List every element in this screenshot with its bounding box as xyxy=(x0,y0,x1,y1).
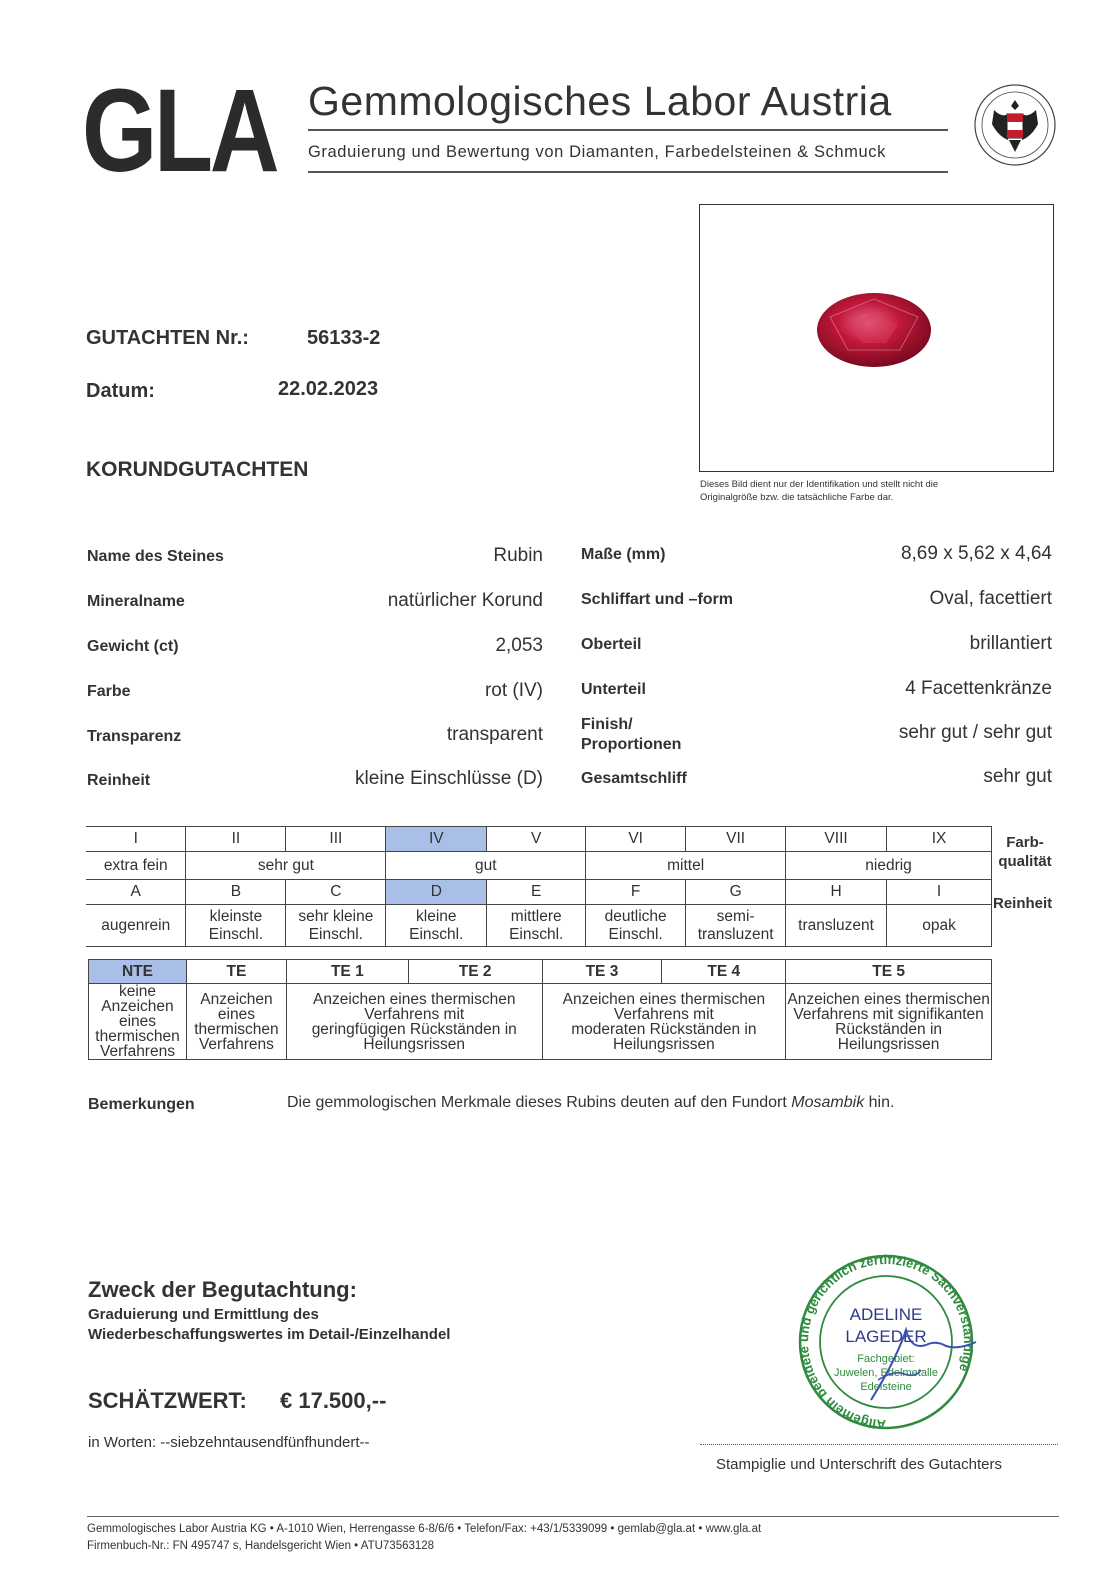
clarity-desc-cell: semi- transluzent xyxy=(686,905,786,947)
signature-line xyxy=(700,1444,1058,1445)
color-grade-row xyxy=(86,827,992,852)
expert-stamp-icon xyxy=(786,1250,986,1434)
treatment-desc-cell: Anzeichen eines thermischen Verfahrens mit signifikanten Rückständen in Heilungsrissen xyxy=(786,984,992,1060)
treatment-grade-cell: TE 5 xyxy=(786,960,992,984)
purpose-title: Zweck der Begutachtung: xyxy=(88,1277,357,1302)
treatment-grade-cell: TE 3 xyxy=(542,960,662,984)
prop-value: kleine Einschlüsse (D) xyxy=(355,768,543,789)
treatment-table xyxy=(88,959,992,1060)
purpose-line-1: Graduierung und Ermittlung des xyxy=(88,1306,319,1323)
color-desc-cell: niedrig xyxy=(786,852,992,880)
clarity-desc-cell: kleinste Einschl. xyxy=(186,905,286,947)
clarity-desc-cell: opak xyxy=(887,905,992,947)
clarity-grade-cell: G xyxy=(686,880,786,905)
valuation-value: € 17.500,-- xyxy=(280,1388,387,1413)
treatment-desc-cell: Anzeichen eines thermischen Verfahrens mit moderaten Rückständen in Heilungsrissen xyxy=(542,984,786,1060)
prop-value: 4 Facettenkränze xyxy=(905,678,1052,699)
prop-label: Gewicht (ct) xyxy=(87,638,179,655)
purpose-line-2: Wiederbeschaffungswertes im Detail-/Einzelhandel xyxy=(88,1326,451,1343)
color-grade-cell: V xyxy=(487,827,586,852)
signature-caption: Stampiglie und Unterschrift des Gutachters xyxy=(716,1456,1002,1473)
stamp-name-1: ADELINE xyxy=(849,1305,923,1324)
clarity-grade-cell-selected: D xyxy=(386,880,487,905)
stamp-role-3: Edelsteine xyxy=(860,1381,912,1393)
prop-label: Transparenz xyxy=(87,728,182,745)
stone-photo-frame xyxy=(699,204,1054,472)
stamp-role-1: Fachgebiet: xyxy=(857,1353,915,1365)
prop-label-2: Proportionen xyxy=(581,736,682,753)
color-grade-cell: VIII xyxy=(786,827,887,852)
prop-value: brillantiert xyxy=(969,633,1052,654)
prop-value: sehr gut xyxy=(983,766,1052,787)
prop-label: Reinheit xyxy=(87,772,151,789)
color-quality-label: Farb- qualität xyxy=(998,834,1052,870)
remarks-text: Die gemmologischen Merkmale dieses Rubins deuten auf den Fundort Mosambik hin. xyxy=(287,1094,895,1111)
lab-subtitle: Graduierung und Bewertung von Diamanten, Farbedelsteinen & Schmuck xyxy=(308,143,886,161)
prop-label: Maße (mm) xyxy=(581,546,666,563)
prop-value: 2,053 xyxy=(495,635,543,656)
clarity-grade-cell: B xyxy=(186,880,286,905)
prop-value: rot (IV) xyxy=(484,680,543,701)
treatment-desc-cell: Anzeichen eines thermischen Verfahrens mit geringfügigen Rückständen in Heilungsrissen xyxy=(286,984,542,1060)
color-grade-cell: IX xyxy=(887,827,992,852)
clarity-desc-row xyxy=(86,905,992,947)
treatment-grade-cell-selected: NTE xyxy=(89,960,187,984)
prop-value: 8,69 x 5,62 x 4,64 xyxy=(900,543,1052,564)
color-grade-cell: I xyxy=(86,827,186,852)
austrian-eagle-seal-icon xyxy=(972,80,1058,170)
prop-value: natürlicher Korund xyxy=(387,590,543,611)
color-clarity-table xyxy=(86,826,992,947)
certificate-type: KORUNDGUTACHTEN xyxy=(86,458,309,481)
stamp-name-2: LAGEDER xyxy=(845,1327,927,1346)
treatment-grade-cell: TE 2 xyxy=(408,960,542,984)
color-grade-cell: VI xyxy=(586,827,686,852)
clarity-desc-cell: kleine Einschl. xyxy=(386,905,487,947)
prop-value: Rubin xyxy=(493,545,543,566)
clarity-desc-cell: transluzent xyxy=(786,905,887,947)
certificate-date: 22.02.2023 xyxy=(278,378,379,400)
clarity-desc-cell: augenrein xyxy=(86,905,186,947)
color-grade-cell: VII xyxy=(686,827,786,852)
clarity-grade-cell: E xyxy=(487,880,586,905)
treatment-desc-cell: Anzeichen eines thermischen Verfahrens xyxy=(186,984,286,1060)
footer-rule xyxy=(87,1516,1059,1517)
gla-logo: GLA xyxy=(82,65,277,197)
clarity-grade-cell: H xyxy=(786,880,887,905)
ruby-image xyxy=(700,205,1052,470)
treatment-desc-cell: keine Anzeichen eines thermischen Verfahrens xyxy=(89,984,187,1060)
header-rule-bottom xyxy=(308,171,948,173)
lab-name: Gemmologisches Labor Austria xyxy=(308,78,892,124)
color-grade-cell: II xyxy=(186,827,286,852)
clarity-grade-cell: A xyxy=(86,880,186,905)
prop-value: Oval, facettiert xyxy=(929,588,1052,609)
clarity-grade-cell: F xyxy=(586,880,686,905)
footer-line-2: Firmenbuch-Nr.: FN 495747 s, Handelsgericht Wien • ATU73563128 xyxy=(87,1540,435,1552)
prop-value: transparent xyxy=(446,724,543,745)
color-desc-cell: extra fein xyxy=(86,852,186,880)
remarks-label: Bemerkungen xyxy=(88,1096,195,1113)
valuation-in-words: in Worten: --siebzehntausendfünfhundert-- xyxy=(88,1434,370,1451)
prop-label: Unterteil xyxy=(581,681,646,698)
header-rule-top xyxy=(308,129,948,131)
color-desc-cell: gut xyxy=(386,852,586,880)
clarity-grade-cell: I xyxy=(887,880,992,905)
stamp-ring-text: Allgemein beeidete und gerichtlich zertifizierte Sachverständige xyxy=(795,1251,977,1433)
clarity-grade-cell: C xyxy=(286,880,386,905)
date-label: Datum: xyxy=(86,380,155,402)
treatment-grade-row xyxy=(89,960,992,984)
clarity-desc-cell: deutliche Einschl. xyxy=(586,905,686,947)
footer-line-1: Gemmologisches Labor Austria KG • A-1010 Wien, Herrengasse 6-8/6/6 • Telefon/Fax: +43/1/5339099 • gemlab@gla.at • www.gla.at xyxy=(87,1523,762,1535)
image-caption: Dieses Bild dient nur der Identifikation und stellt nicht die Originalgröße bzw. die tatsächliche Farbe dar. xyxy=(700,479,939,503)
footer xyxy=(87,1521,761,1555)
color-desc-cell: sehr gut xyxy=(186,852,386,880)
prop-label: Farbe xyxy=(87,683,131,700)
prop-label: Mineralname xyxy=(87,593,185,610)
clarity-label: Reinheit xyxy=(993,895,1053,912)
clarity-desc-cell: mittlere Einschl. xyxy=(487,905,586,947)
clarity-grade-row xyxy=(86,880,992,905)
stamp-role-2: Juwelen, Edelmetalle xyxy=(834,1367,938,1379)
treatment-grade-cell: TE 1 xyxy=(286,960,408,984)
prop-label: Name des Steines xyxy=(87,548,224,565)
prop-label: Oberteil xyxy=(581,636,642,653)
clarity-desc-cell: sehr kleine Einschl. xyxy=(286,905,386,947)
color-grade-cell: III xyxy=(286,827,386,852)
prop-value: sehr gut / sehr gut xyxy=(898,722,1052,743)
certificate-number-label: GUTACHTEN Nr.: xyxy=(86,327,249,349)
valuation-label: SCHÄTZWERT: xyxy=(88,1388,247,1413)
treatment-grade-cell: TE 4 xyxy=(662,960,786,984)
color-desc-cell: mittel xyxy=(586,852,786,880)
treatment-grade-cell: TE xyxy=(186,960,286,984)
certificate-number: 56133-2 xyxy=(307,327,381,349)
color-desc-row xyxy=(86,852,992,880)
prop-label: Finish/ xyxy=(581,716,633,733)
color-grade-cell-selected: IV xyxy=(386,827,487,852)
prop-label: Schliffart und –form xyxy=(581,591,734,608)
treatment-desc-row xyxy=(89,984,992,1060)
prop-label: Gesamtschliff xyxy=(581,770,687,787)
